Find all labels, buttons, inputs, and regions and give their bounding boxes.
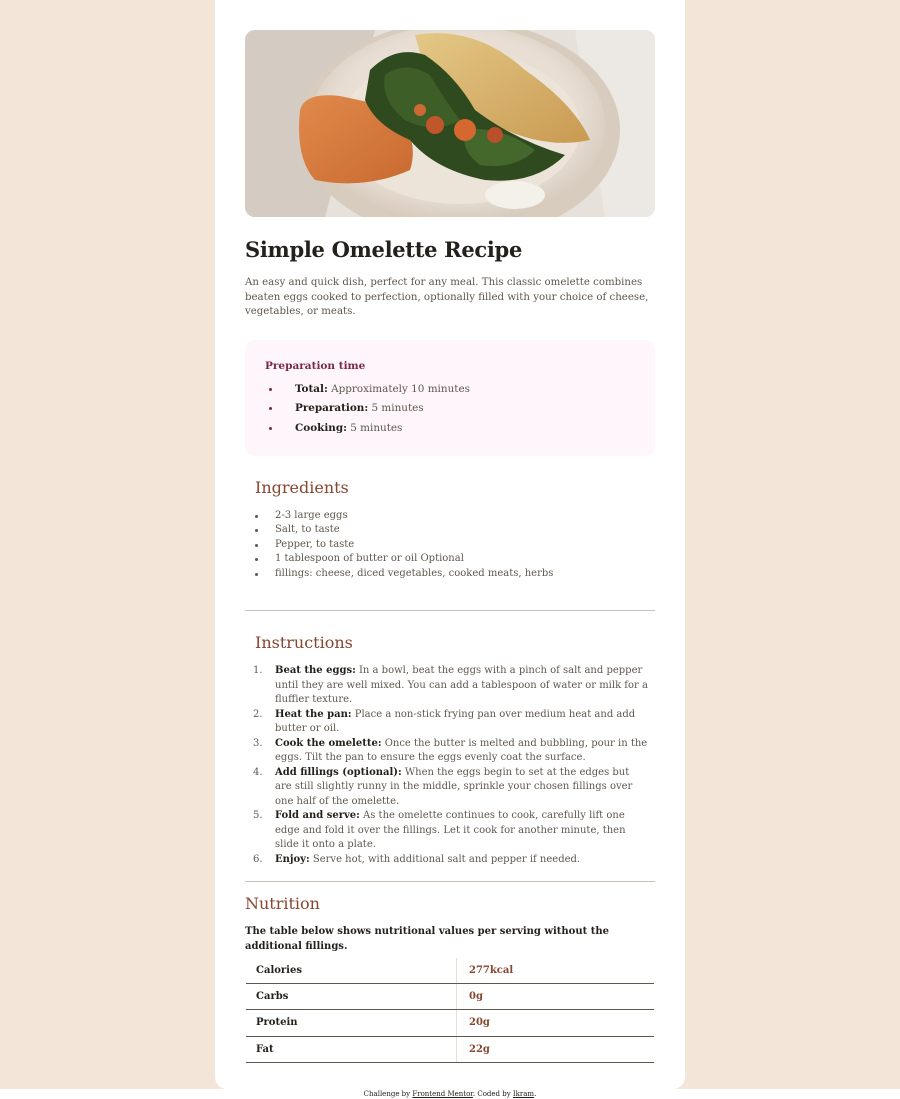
omelette-photo [245,30,655,217]
nutrient-value: 22g [469,1043,490,1055]
list-item: 1 tablespoon of butter or oil Optional [255,552,655,567]
preparation-time-box [245,340,655,456]
step-label: Add fillings (optional): [275,766,402,778]
divider [245,881,655,882]
recipe-image [245,30,655,217]
preparation-title: Preparation time [265,359,366,372]
step-number: 5. [253,810,263,821]
step-number: 4. [253,766,263,778]
nutrient-value: 0g [469,991,483,1003]
list-item [255,853,655,868]
step-text: As the omelette continues to cook, carefully lift one edge and fold it over the fillings. Let it cook for another minute, then slide it onto a plate. [275,810,626,850]
footer-text: . Coded by [472,1090,513,1098]
step-number: 2. [253,708,263,720]
list-item [255,809,655,853]
preparation-list [265,380,635,439]
list-item [255,708,655,737]
table-row [246,1037,654,1063]
list-item [265,399,635,419]
nutrition-section [245,894,655,1063]
table-row [246,958,654,984]
nutrition-title: Nutrition [245,894,320,913]
list-item: 2-3 large eggs [255,509,655,524]
list-item [265,380,635,400]
nutrient-name: Fat [246,1037,457,1062]
recipe-description: An easy and quick dish, perfect for any meal. This classic omelette combines beaten eggs cooked to perfection, optionally filled with your choice of cheese, vegetables, or meats. [245,277,649,317]
recipe-card [215,0,685,1089]
nutrient-value: 20g [469,1017,490,1029]
list-item [255,766,655,810]
attribution-footer [0,1089,900,1099]
prep-label: Preparation: [295,402,369,414]
footer-text: . [534,1090,537,1098]
prep-label: Cooking: [295,421,347,434]
recipe-title: Simple Omelette Recipe [245,237,523,262]
step-label: Enjoy: [275,853,310,865]
step-label: Beat the eggs: [275,665,356,676]
step-text: Once the butter is melted and bubbling, pour in the eggs. Tilt the pan to ensure the eggs evenly coat the surface. [275,737,648,763]
nutrient-value: 277kcal [469,965,514,977]
author-link[interactable]: Ikram [512,1090,535,1098]
step-label: Cook the omelette: [275,737,382,749]
step-text: In a bowl, beat the eggs with a pinch of salt and pepper until they are well mixed. You can add a tablespoon of water or milk for a fluffier texture. [275,665,648,705]
nutrient-name: Calories [246,958,457,983]
step-text: Place a non-stick frying pan over medium heat and add butter or oil. [275,708,636,734]
ingredients-title: Ingredients [255,477,349,497]
ingredients-section [245,478,655,582]
list-item [265,419,635,439]
nutrient-name: Protein [246,1010,457,1035]
list-item: Salt, to taste [255,523,655,538]
list-item [255,737,655,766]
prep-label: Total: [295,382,328,395]
footer-text: Challenge by [363,1090,413,1098]
table-row [246,1010,654,1036]
table-row [246,984,654,1010]
nutrient-name: Carbs [246,984,457,1009]
step-number: 1. [253,665,263,676]
prep-value: 5 minutes [368,402,424,414]
step-number: 6. [253,853,263,865]
prep-value: Approximately 10 minutes [327,382,470,395]
ingredients-list [255,509,655,582]
list-item: fillings: cheese, diced vegetables, cooked meats, herbs [255,567,655,582]
step-text: Serve hot, with additional salt and pepper if needed. [309,853,581,865]
step-text: When the eggs begin to set at the edges but are still slightly runny in the middle, sprinkle your chosen fillings over one half of the omelette. [275,766,633,807]
step-number: 3. [253,737,263,749]
nutrition-table [246,958,654,1063]
step-label: Fold and serve: [275,810,360,821]
instructions-title: Instructions [255,633,353,652]
list-item: Pepper, to taste [255,538,655,553]
instructions-list [255,664,655,867]
frontend-mentor-link[interactable]: Frontend Mentor [412,1090,473,1098]
instructions-section [245,633,655,867]
list-item [255,664,655,708]
divider [245,610,655,611]
step-label: Heat the pan: [275,708,352,720]
nutrition-intro: The table below shows nutritional values per serving without the additional fillings. [245,926,609,952]
prep-value: 5 minutes [346,421,403,434]
